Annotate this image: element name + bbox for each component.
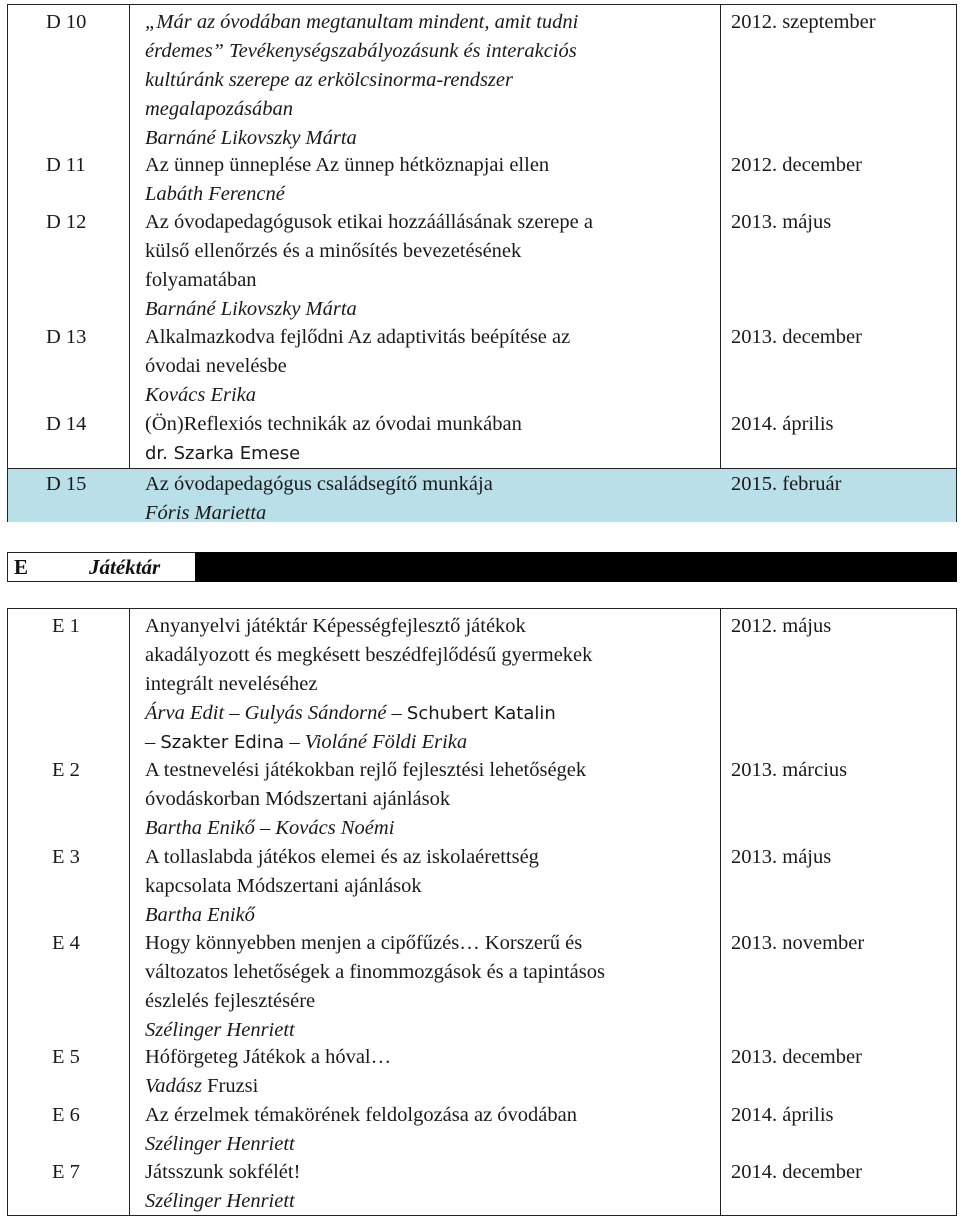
author-line: Szélinger Henriett: [145, 1133, 295, 1155]
item-code: E 1: [52, 615, 80, 637]
title-line: Az érzelmek témakörének feldolgozása az óvodában: [145, 1104, 577, 1126]
author-line: [145, 728, 592, 757]
title-line: észlelés fejlesztésére: [145, 990, 316, 1012]
item-code: E 5: [52, 1046, 80, 1068]
table-row-highlighted: [8, 468, 956, 522]
column-divider: [720, 609, 721, 1215]
author-line: Szélinger Henriett: [145, 1019, 295, 1041]
author-name: Schubert Katalin: [406, 703, 556, 724]
section-letter-box: [7, 552, 37, 582]
publication-date: 2013. május: [731, 211, 832, 233]
publication-date: 2013. március: [731, 759, 848, 781]
author-line: [145, 699, 592, 728]
item-code: D 12: [46, 211, 87, 233]
title-line: integrált neveléséhez: [145, 673, 318, 695]
item-title: [145, 1043, 391, 1101]
author-line: Barnáné Likovszky Márta: [145, 298, 357, 320]
item-title: [145, 208, 593, 324]
title-line: érdemes” Tevékenységszabályozásunk és interakciós: [145, 40, 577, 62]
item-title: [145, 8, 578, 153]
author-name: Szakter Edina: [160, 732, 285, 753]
author-line: dr. Szarka Emese: [145, 443, 301, 464]
publication-date: 2012. május: [731, 615, 832, 637]
title-line: Anyanyelvi játéktár Képességfejlesztő játékok: [145, 615, 526, 637]
publications-table-d: [7, 4, 957, 522]
title-line: Hóförgeteg Játékok a hóval…: [145, 1046, 392, 1068]
author-line: Szélinger Henriett: [145, 1190, 295, 1212]
publication-date: 2013. december: [731, 326, 862, 348]
author-line: Bartha Enikő – Kovács Noémi: [145, 817, 395, 839]
item-title: [145, 929, 605, 1045]
title-line: A tollaslabda játékos elemei és az iskolaérettség: [145, 846, 539, 868]
author-line: [145, 1072, 391, 1101]
title-line: kultúránk szerepe az erkölcsinorma-rendszer: [145, 69, 513, 91]
section-header-bar: [195, 552, 957, 582]
author-line: Bartha Enikő: [145, 904, 255, 926]
publication-date: 2012. szeptember: [731, 11, 876, 33]
author-name: Gulyás Sándorné: [244, 702, 387, 724]
author-line: Labáth Ferencné: [145, 183, 285, 205]
title-line: megalapozásában: [145, 98, 294, 120]
publication-date: 2014. április: [731, 1104, 834, 1126]
title-line: óvodáskorban Módszertani ajánlások: [145, 788, 451, 810]
item-title: [145, 612, 592, 757]
publication-date: 2013. május: [731, 846, 832, 868]
publication-date: 2015. február: [731, 473, 842, 495]
title-line: Alkalmazkodva fejlődni Az adaptivitás beépítése az: [145, 326, 571, 348]
title-line: változatos lehetőségek a finommozgások és a tapintásos: [145, 961, 605, 983]
item-code: E 3: [52, 846, 80, 868]
separator-dash: –: [289, 731, 300, 753]
item-title: [145, 843, 539, 930]
publication-date: 2012. december: [731, 154, 862, 176]
column-divider: [129, 609, 130, 1215]
item-title: [145, 470, 493, 528]
item-code: D 13: [46, 326, 87, 348]
title-line: „Már az óvodában megtanultam mindent, amit tudni: [145, 11, 579, 33]
author-line: Barnáné Likovszky Márta: [145, 127, 357, 149]
table-row: [8, 208, 956, 324]
item-code: E 6: [52, 1104, 80, 1126]
title-line: (Ön)Reflexiós technikák az óvodai munkában: [145, 413, 522, 435]
title-line: óvodai nevelésbe: [145, 355, 287, 377]
table-row: [8, 8, 956, 153]
separator-dash: –: [229, 702, 240, 724]
item-title: [145, 151, 549, 209]
title-line: Az óvodapedagógusok etikai hozzáállásának szerepe a: [145, 211, 593, 233]
author-line: Fóris Marietta: [145, 502, 267, 524]
title-line: A testnevelési játékokban rejlő fejlesztési lehetőségek: [145, 759, 587, 781]
item-code: D 14: [46, 413, 87, 435]
title-line: Játsszunk sokfélét!: [145, 1161, 301, 1183]
section-header: [7, 552, 957, 582]
item-title: [145, 756, 586, 843]
item-code: D 15: [46, 473, 87, 495]
item-code: E 4: [52, 932, 80, 954]
publication-date: 2014. december: [731, 1161, 862, 1183]
publication-date: 2014. április: [731, 413, 834, 435]
publication-date: 2013. november: [731, 932, 865, 954]
title-line: Hogy könnyebben menjen a cipőfűzés… Korszerű és: [145, 932, 583, 954]
author-name: Árva Edit: [145, 702, 225, 724]
item-title: [145, 323, 570, 410]
author-name: Vadász: [145, 1075, 202, 1097]
table-row: [8, 323, 956, 410]
item-code: D 10: [46, 11, 87, 33]
item-title: [145, 410, 522, 468]
title-line: akadályozott és megkésett beszédfejlődésű gyermekek: [145, 644, 593, 666]
title-line: Az óvodapedagógus családsegítő munkája: [145, 473, 493, 495]
title-line: külső ellenőrzés és a minősítés bevezetésének: [145, 240, 522, 262]
section-title-box: [37, 552, 195, 582]
separator-dash: –: [145, 731, 156, 753]
title-line: kapcsolata Módszertani ajánlások: [145, 875, 422, 897]
item-code: E 7: [52, 1161, 80, 1183]
section-letter: E: [14, 555, 29, 579]
publication-date: 2013. december: [731, 1046, 862, 1068]
author-name: Violáné Földi Erika: [304, 731, 468, 753]
author-name: Fruzsi: [207, 1075, 259, 1097]
table-row: [8, 151, 956, 209]
section-title: Játéktár: [89, 555, 161, 579]
item-title: [145, 1158, 300, 1216]
author-line: Kovács Erika: [145, 384, 257, 406]
table-row: [8, 410, 956, 468]
publications-table-e: [7, 608, 957, 1216]
item-code: D 11: [46, 154, 86, 176]
title-line: folyamatában: [145, 269, 257, 291]
separator-dash: –: [391, 702, 402, 724]
title-line: Az ünnep ünneplése Az ünnep hétköznapjai ellen: [145, 154, 550, 176]
item-code: E 2: [52, 759, 80, 781]
item-title: [145, 1101, 577, 1159]
